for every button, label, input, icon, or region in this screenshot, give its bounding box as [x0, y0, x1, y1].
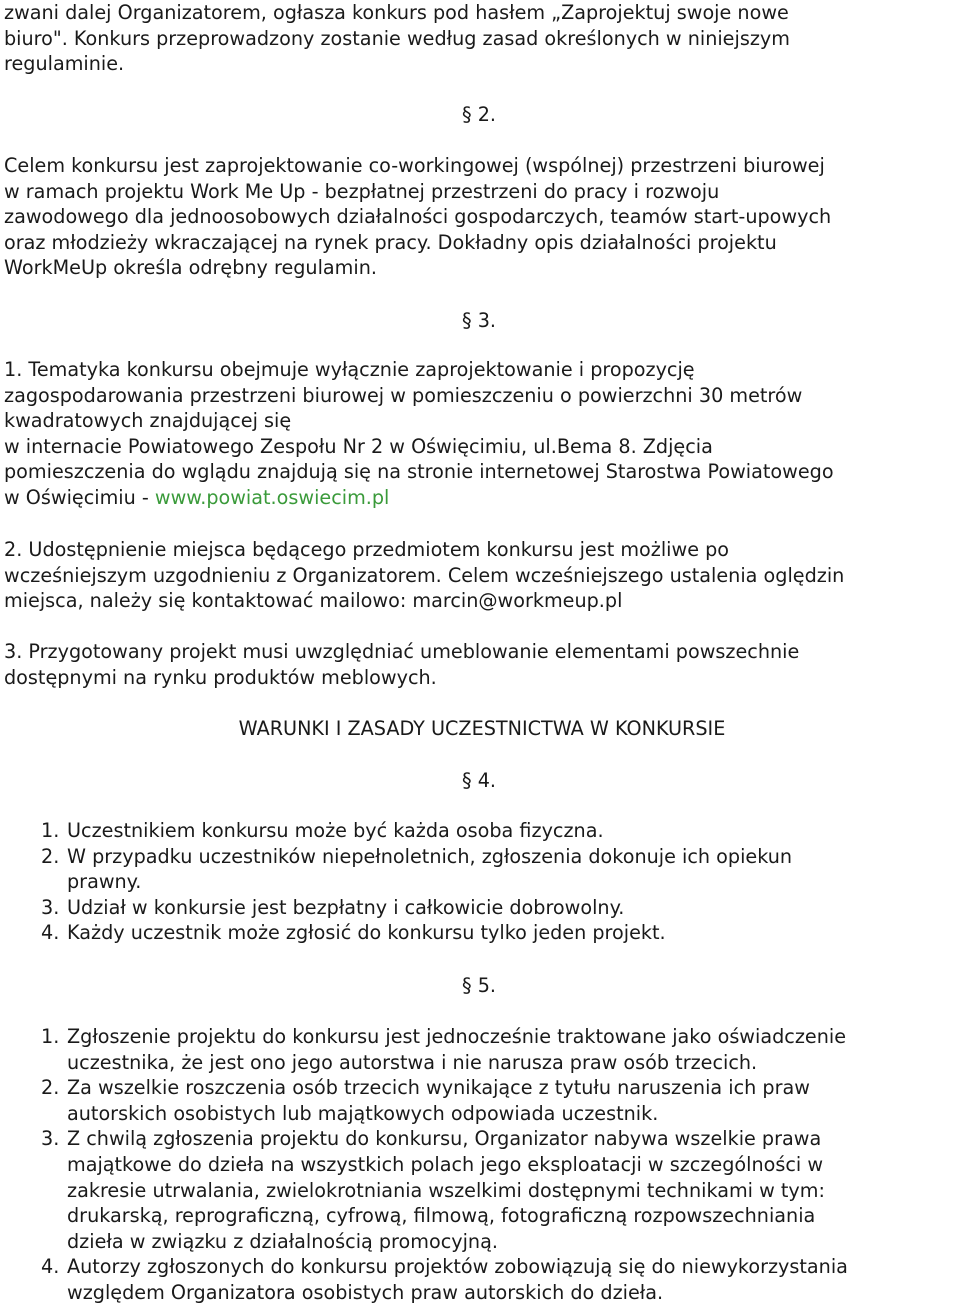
- list-item: [4, 1024, 960, 1075]
- list-item-number: 2.: [41, 844, 60, 868]
- section-5-heading: § 5.: [462, 974, 496, 997]
- section-2-line: oraz młodzieży wkraczającej na rynek pracy. Dokładny opis działalności projektu: [4, 230, 777, 254]
- list-item: [4, 895, 960, 921]
- list-item: [4, 1075, 960, 1126]
- section-3-point-3: [4, 639, 960, 690]
- section-3-line: [4, 485, 960, 511]
- list-item-text: majątkowe do dzieła na wszystkich polach jego eksploatacji w szczególności w: [67, 1152, 824, 1176]
- section-2-paragraph: [4, 153, 960, 281]
- section-2-heading: § 2.: [462, 103, 496, 126]
- starostwo-website-link[interactable]: www.powiat.oswiecim.pl: [154, 485, 390, 509]
- section-3-line: zagospodarowania przestrzeni biurowej w pomieszczeniu o powierzchni 30 metrów: [4, 383, 803, 407]
- list-item-text: Uczestnikiem konkursu może być każda osoba fizyczna.: [67, 819, 604, 842]
- conditions-heading: WARUNKI I ZASADY UCZESTNICTWA W KONKURSIE: [238, 717, 726, 740]
- list-item-text: W przypadku uczestników niepełnoletnich, zgłoszenia dokonuje ich opiekun: [67, 844, 793, 868]
- list-item-text: prawny.: [67, 870, 142, 894]
- list-item-text: Za wszelkie roszczenia osób trzecich wynikające z tytułu naruszenia ich praw: [67, 1076, 810, 1100]
- list-item-text: Udział w konkursie jest bezpłatny i całkowicie dobrowolny.: [67, 895, 625, 919]
- section-3-line: w internacie Powiatowego Zespołu Nr 2 w Oświęcimiu, ul.Bema 8. Zdjęcia: [4, 434, 713, 458]
- section-3-line: kwadratowych znajdującej się: [4, 409, 292, 433]
- list-item: [4, 818, 960, 844]
- list-item-number: 3.: [41, 895, 60, 919]
- list-item: [4, 1126, 960, 1254]
- section-2-line: WorkMeUp określa odrębny regulamin.: [4, 256, 377, 280]
- list-item-text: względem Organizatora osobistych praw autorskich do dzieła.: [67, 1280, 664, 1304]
- intro-line: regulaminie.: [4, 52, 125, 76]
- section-3-line: pomieszczenia do wglądu znajdują się na stronie internetowej Starostwa Powiatowego: [4, 460, 834, 484]
- section-3-line: 3. Przygotowany projekt musi uwzględniać umeblowanie elementami powszechnie: [4, 640, 800, 663]
- section-3-point-1: [4, 357, 960, 511]
- section-3-point-2: [4, 537, 960, 614]
- list-item-text: Każdy uczestnik może zgłosić do konkursu tylko jeden projekt.: [67, 921, 666, 945]
- list-item-text: Zgłoszenie projektu do konkursu jest jednocześnie traktowane jako oświadczenie: [67, 1025, 846, 1048]
- list-item-text: drukarską, reprograficzną, cyfrową, filmową, fotograficzną rozpowszechniania: [67, 1204, 816, 1228]
- list-item-text: Autorzy zgłoszonych do konkursu projektów zobowiązują się do niewykorzystania: [67, 1255, 848, 1279]
- section-3-line-prefix: w Oświęcimiu -: [4, 485, 155, 509]
- section-4-heading: § 4.: [462, 769, 496, 792]
- intro-line: biuro". Konkurs przeprowadzony zostanie według zasad określonych w niniejszym: [4, 26, 790, 50]
- list-item-text: uczestnika, że jest ono jego autorstwa i nie narusza praw osób trzecich.: [67, 1050, 758, 1074]
- list-item-number: 3.: [41, 1127, 60, 1151]
- section-3-heading: § 3.: [462, 309, 496, 332]
- list-item-number: 2.: [41, 1076, 60, 1100]
- list-item-number: 1.: [41, 1025, 60, 1048]
- section-3-line: dostępnymi na rynku produktów meblowych.: [4, 665, 437, 689]
- section-3-line: 1. Tematyka konkursu obejmuje wyłącznie zaprojektowanie i propozycję: [4, 358, 695, 381]
- list-item-number: 4.: [41, 1255, 60, 1279]
- list-item-text: autorskich osobistych lub majątkowych odpowiada uczestnik.: [67, 1101, 659, 1125]
- list-item: [4, 844, 960, 895]
- section-3-line: wcześniejszym uzgodnieniu z Organizatorem. Celem wcześniejszego ustalenia oględzin: [4, 563, 845, 587]
- section-2-line: zawodowego dla jednoosobowych działalności gospodarczych, teamów start-upowych: [4, 205, 832, 229]
- section-3-line: 2. Udostępnienie miejsca będącego przedmiotem konkursu jest możliwe po: [4, 538, 730, 561]
- list-item-number: 1.: [41, 819, 60, 842]
- list-item: [4, 920, 960, 946]
- intro-paragraph: [4, 0, 960, 77]
- intro-line: zwani dalej Organizatorem, ogłasza konkurs pod hasłem „Zaprojektuj swoje nowe: [4, 1, 789, 24]
- list-item-text: zakresie utrwalania, zwielokrotniania wszelkimi dostępnymi technikami w tym:: [67, 1178, 825, 1202]
- list-item-text: dzieła w związku z działalnością promocyjną.: [67, 1229, 498, 1253]
- section-5-list: [4, 1024, 960, 1306]
- section-3-line: miejsca, należy się kontaktować mailowo: marcin@workmeup.pl: [4, 589, 623, 613]
- list-item-number: 4.: [41, 921, 60, 945]
- section-4-list: [4, 818, 960, 946]
- section-2-line: w ramach projektu Work Me Up - bezpłatnej przestrzeni do pracy i rozwoju: [4, 179, 720, 203]
- list-item: [4, 1254, 960, 1305]
- section-2-line: Celem konkursu jest zaprojektowanie co-workingowej (wspólnej) przestrzeni biurowej: [4, 154, 825, 177]
- list-item-text: Z chwilą zgłoszenia projektu do konkursu, Organizator nabywa wszelkie prawa: [67, 1127, 822, 1151]
